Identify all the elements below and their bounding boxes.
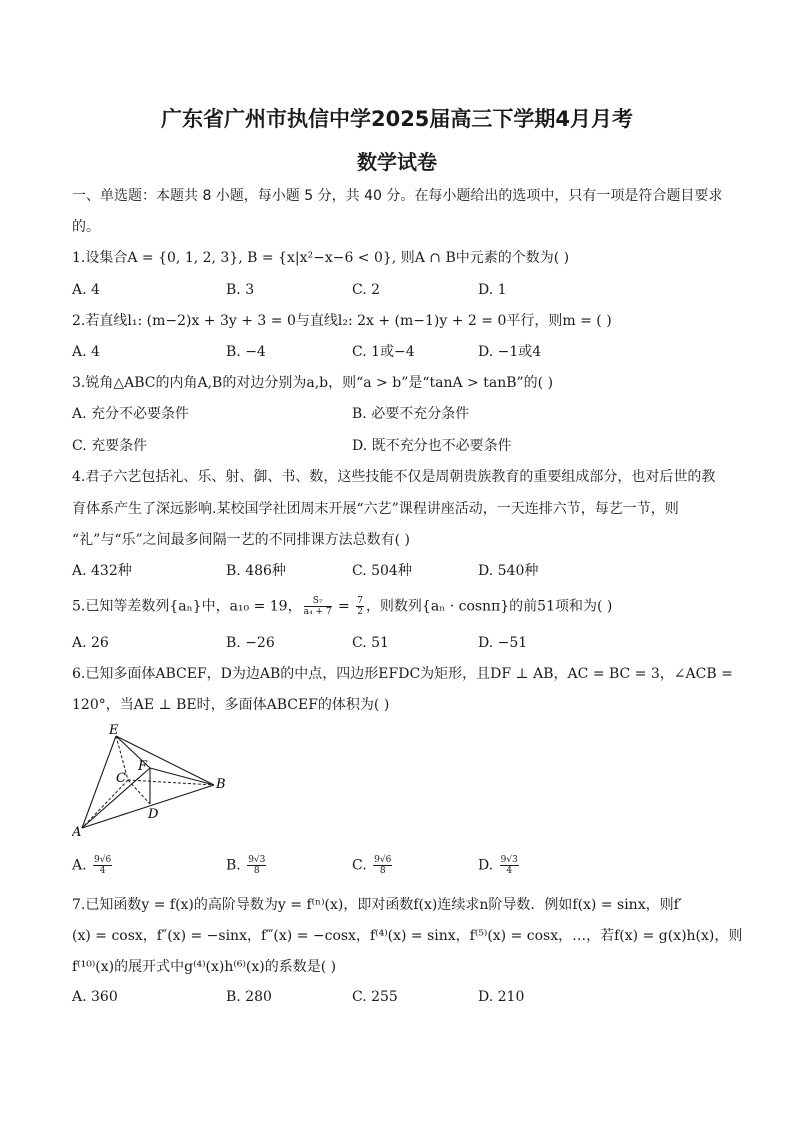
edge-cd-hidden bbox=[128, 780, 150, 804]
question-5-stem-part-b: ，则数列{aₙ · cosnπ}的前51项和为( ) bbox=[365, 598, 613, 615]
fraction-denominator: 4 bbox=[506, 866, 513, 876]
question-5-equals: = bbox=[333, 598, 355, 615]
question-5-option-d[interactable]: D. −51 bbox=[478, 635, 528, 651]
question-5-option-b[interactable]: B. −26 bbox=[226, 635, 275, 651]
question-2-option-d[interactable]: D. −1或4 bbox=[478, 344, 542, 360]
label-b: B bbox=[216, 777, 226, 792]
question-7-stem-line2: (x) = cosx，f″(x) = −sinx，f‴(x) = −cosx，f⁽⁴⁾(x) = sinx，f⁽⁵⁾(x) = cosx，…，若f(x) = g(x)h(x)，则 bbox=[72, 928, 743, 944]
question-3-option-b[interactable]: B. 必要不充分条件 bbox=[352, 406, 470, 422]
question-5-option-c[interactable]: C. 51 bbox=[352, 635, 389, 651]
question-2-option-a[interactable]: A. 4 bbox=[72, 344, 100, 360]
polyhedron-diagram bbox=[72, 724, 242, 839]
option-fraction bbox=[500, 855, 519, 876]
question-6-option-d[interactable] bbox=[478, 855, 521, 876]
fraction-numerator: S₇ bbox=[304, 596, 332, 607]
question-4-stem-line2: 育体系产生了深远影响.某校国学社团周末开展“六艺”课程讲座活动，一天连排六节，每艺一节，则 bbox=[72, 501, 679, 517]
question-4-option-b[interactable]: B. 486种 bbox=[226, 563, 286, 579]
question-5-stem bbox=[72, 596, 612, 617]
question-7-option-b[interactable]: B. 280 bbox=[226, 989, 272, 1005]
question-5-stem-part-a: 5.已知等差数列{aₙ}中，a₁₀ = 19， bbox=[72, 598, 302, 615]
question-4-stem-line1: 4.君子六艺包括礼、乐、射、御、书、数，这些技能不仅是周朝贵族教育的重要组成部分，也对后世的教 bbox=[72, 469, 716, 485]
label-a: A bbox=[72, 825, 82, 839]
option-letter: A. bbox=[72, 857, 87, 874]
question-7-option-a[interactable]: A. 360 bbox=[72, 989, 118, 1005]
page-subtitle: 数学试卷 bbox=[357, 150, 437, 174]
fraction-denominator: 4 bbox=[99, 866, 106, 876]
fraction-denominator: 2 bbox=[357, 607, 363, 617]
option-letter: B. bbox=[226, 857, 241, 874]
polyhedron-figure bbox=[72, 724, 242, 843]
question-4-stem-line3: “礼”与“乐”之间最多间隔一艺的不同排课方法总数有( ) bbox=[72, 532, 411, 548]
option-letter: C. bbox=[352, 857, 367, 874]
edge-cb-hidden bbox=[128, 780, 214, 785]
question-4-option-c[interactable]: C. 504种 bbox=[352, 563, 412, 579]
question-4-option-a[interactable]: A. 432种 bbox=[72, 563, 132, 579]
label-d: D bbox=[148, 807, 159, 822]
question-6-option-c[interactable] bbox=[352, 855, 394, 876]
fraction-denominator: 8 bbox=[253, 866, 260, 876]
question-1-stem: 1.设集合A = {0, 1, 2, 3}, B = {x|x²−x−6 < 0}, 则A ∩ B中元素的个数为( ) bbox=[72, 250, 570, 266]
page-title: 广东省广州市执信中学2025届高三下学期4月月考 bbox=[160, 107, 634, 131]
option-fraction bbox=[93, 855, 112, 876]
label-f: F bbox=[138, 759, 148, 774]
label-c: C bbox=[116, 771, 126, 786]
question-5-fraction-2 bbox=[356, 596, 364, 617]
question-1-option-c[interactable]: C. 2 bbox=[352, 282, 381, 298]
question-6-option-b[interactable] bbox=[226, 855, 268, 876]
fraction-numerator: 9√3 bbox=[248, 855, 266, 865]
option-letter: D. bbox=[478, 857, 494, 874]
edge-fb bbox=[150, 768, 214, 785]
question-1-option-b[interactable]: B. 3 bbox=[226, 282, 255, 298]
question-3-stem: 3.锐角△ABC的内角A,B的对边分别为a,b，则“a > b”是“tanA > tanB”的( ) bbox=[72, 375, 554, 391]
question-7-option-c[interactable]: C. 255 bbox=[352, 989, 398, 1005]
fraction-numerator: 9√3 bbox=[500, 855, 518, 865]
question-5-fraction-1 bbox=[304, 596, 332, 617]
question-2-option-c[interactable]: C. 1或−4 bbox=[352, 344, 415, 360]
fraction-numerator: 7 bbox=[357, 596, 363, 606]
label-e: E bbox=[109, 724, 119, 738]
question-6-option-a[interactable] bbox=[72, 855, 114, 876]
edge-eb bbox=[116, 736, 214, 785]
option-fraction bbox=[247, 855, 266, 876]
fraction-numerator: 9√6 bbox=[94, 855, 112, 865]
fraction-numerator: 9√6 bbox=[374, 855, 392, 865]
question-3-option-d[interactable]: D. 既不充分也不必要条件 bbox=[352, 438, 512, 454]
question-2-stem: 2.若直线l₁: (m−2)x + 3y + 3 = 0与直线l₂: 2x + (m−1)y + 2 = 0平行，则m = ( ) bbox=[72, 313, 612, 329]
question-7-stem-line3: f⁽¹⁰⁾(x)的展开式中g⁽⁴⁾(x)h⁽⁶⁾(x)的系数是( ) bbox=[72, 959, 337, 975]
question-6-stem-line2: 120°，当AE ⊥ BE时，多面体ABCEF的体积为( ) bbox=[72, 697, 390, 713]
fraction-denominator: a₄ + 7 bbox=[303, 607, 332, 617]
question-1-option-d[interactable]: D. 1 bbox=[478, 282, 507, 298]
question-5-option-a[interactable]: A. 26 bbox=[72, 635, 109, 651]
fraction-denominator: 8 bbox=[379, 866, 386, 876]
question-3-option-c[interactable]: C. 充要条件 bbox=[72, 438, 148, 454]
question-7-option-d[interactable]: D. 210 bbox=[478, 989, 525, 1005]
option-fraction bbox=[373, 855, 392, 876]
question-6-stem-line1: 6.已知多面体ABCEF，D为边AB的中点，四边形EFDC为矩形，且DF ⊥ AB，AC = BC = 3，∠ACB = bbox=[72, 666, 733, 682]
question-1-option-a[interactable]: A. 4 bbox=[72, 282, 100, 298]
section-heading-cont: 的。 bbox=[72, 219, 100, 235]
question-3-option-a[interactable]: A. 充分不必要条件 bbox=[72, 406, 190, 422]
question-4-option-d[interactable]: D. 540种 bbox=[478, 563, 539, 579]
question-7-stem-line1: 7.已知函数y = f(x)的高阶导数为y = f⁽ⁿ⁾(x)，即对函数f(x)连续求n阶导数．例如f(x) = sinx，则f′ bbox=[72, 897, 682, 913]
edge-ea bbox=[82, 736, 116, 828]
question-2-option-b[interactable]: B. −4 bbox=[226, 344, 266, 360]
section-heading: 一、单选题：本题共 8 小题，每小题 5 分，共 40 分。在每小题给出的选项中，只有一项是符合题目要求 bbox=[72, 188, 723, 204]
